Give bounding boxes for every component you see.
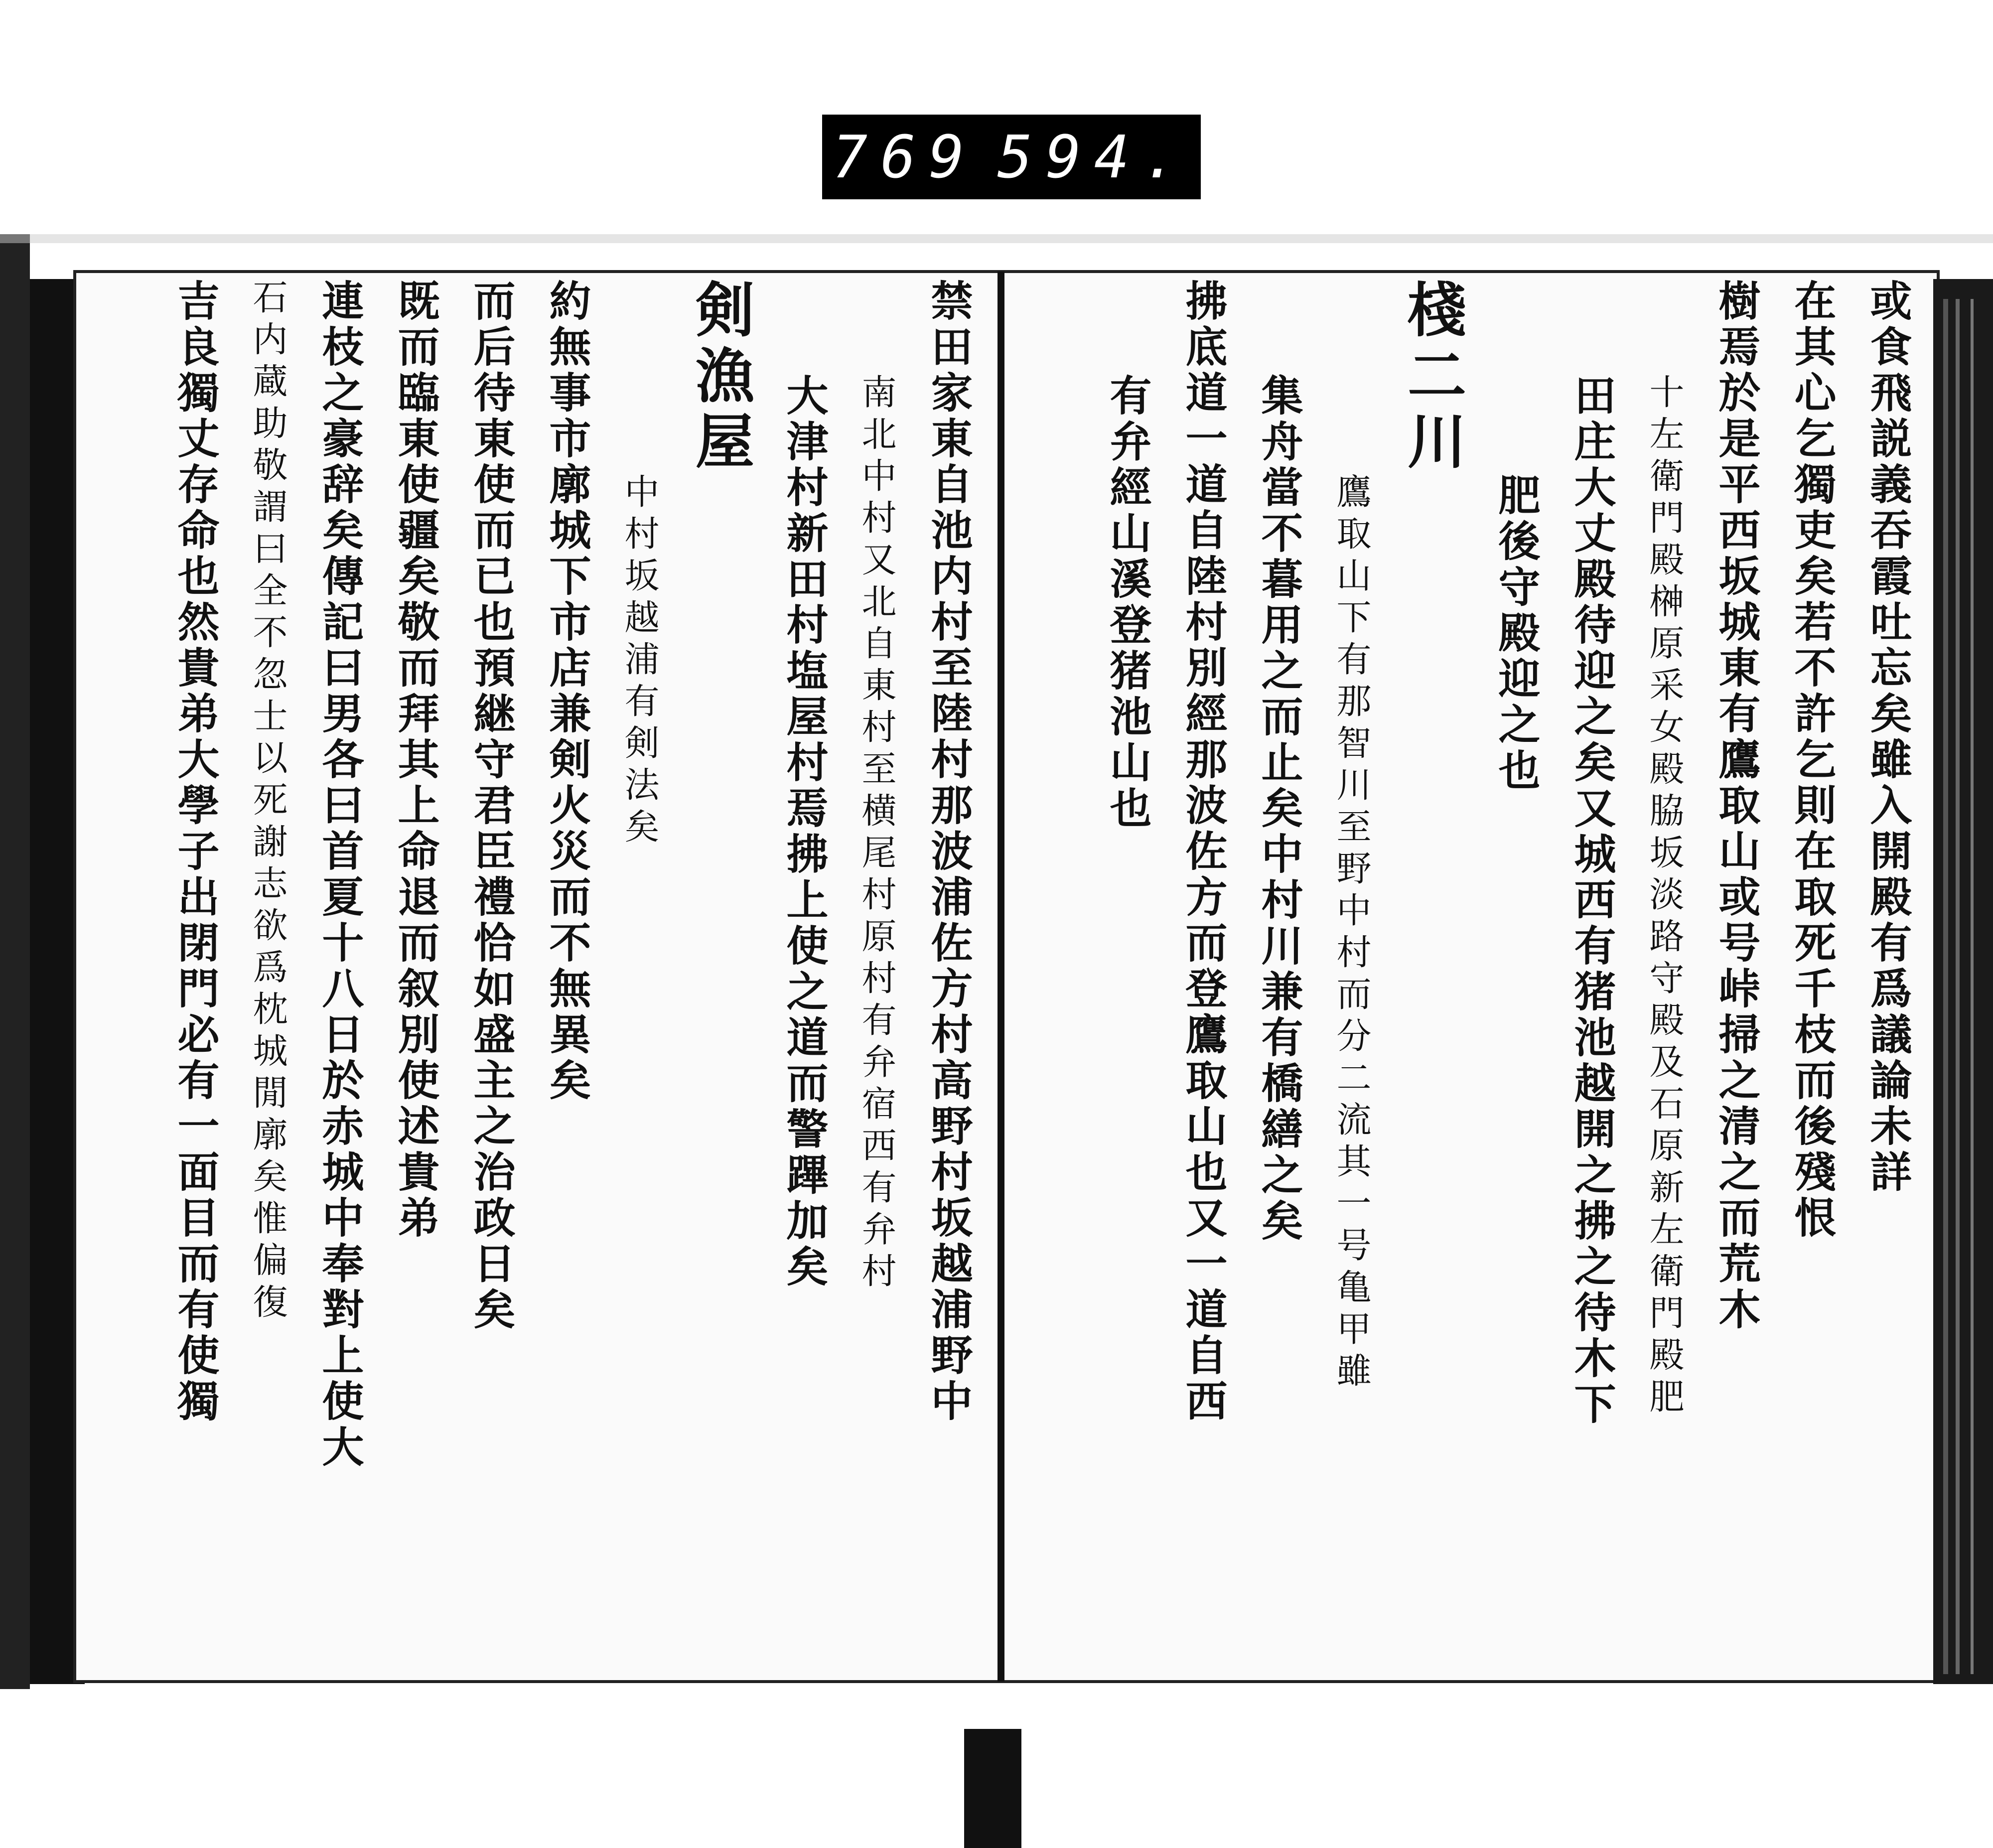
text-line: 大津村新田村塩屋村焉拂上使之道而警蹕加矣 <box>780 374 829 1290</box>
section-heading: 棧二川 <box>1398 279 1467 476</box>
left-page-text <box>100 279 987 1614</box>
text-line: 連枝之豪辞矣傳記曰男各曰首夏十八日於赤城中奉對上使大 <box>315 279 365 1471</box>
right-cover-edge <box>1933 279 1993 1684</box>
book-gutter <box>997 272 1004 1682</box>
text-line: 而后待東使而已也預継守君臣禮恰如盛主之治政日矣 <box>467 279 516 1333</box>
archive-number-right: 594. <box>997 123 1191 191</box>
text-line: 有弁經山溪登猪池山也 <box>1103 374 1152 832</box>
text-line: 吉良獨丈存命也然貴弟大學子出閉門必有一面目而有使獨 <box>171 279 220 1425</box>
text-line: 或食飛説義吞霞吐忘矣雖入開殿有爲議論未詳 <box>1863 279 1913 1196</box>
text-line: 南北中村又北自東村至横尾村原村有弁宿西有弁村 <box>856 374 897 1294</box>
text-line: 肥後守殿迎之也 <box>1492 473 1541 794</box>
text-line: 既而臨東使疆矣敬而拜其上命退而叙別使述貴弟 <box>391 279 440 1242</box>
archive-number-left: 769 <box>832 123 978 191</box>
text-line: 約無事市廓城下市店兼剣火災而不無異矣 <box>543 279 592 1104</box>
text-line: 田庄大丈殿待迎之矣又城西有猪池越開之拂之待木下 <box>1567 374 1617 1428</box>
text-line: 集舟當不暮用之而止矣中村川兼有橋繕之矣 <box>1255 374 1304 1245</box>
archive-number-label <box>822 115 1201 199</box>
left-page-edge <box>0 234 30 1689</box>
text-line: 樹焉於是平西坂城東有鷹取山或号峠掃之清之而荒木 <box>1712 279 1761 1333</box>
right-page-text <box>1039 279 1926 1614</box>
text-line: 拂底道一道自陸村別經那波佐方而登鷹取山也又一道自西 <box>1179 279 1228 1425</box>
text-line: 十左衛門殿榊原采女殿脇坂淡路守殿及石原新左衛門殿肥 <box>1644 374 1685 1420</box>
text-line: 中村坂越浦有剣法矣 <box>619 473 660 850</box>
text-line: 在其心乞獨吏矣若不許乞則在取死千枝而後殘恨 <box>1788 279 1837 1242</box>
text-line: 禁田家東自池内村至陸村那波浦佐方村高野村坂越浦野中 <box>924 279 974 1425</box>
binding-stub <box>964 1729 1021 1848</box>
text-line: 石内蔵助敬謂曰全不忽士以死謝志欲爲枕城閒廓矣惟偏復 <box>247 279 288 1325</box>
text-line: 鷹取山下有那智川至野中村而分二流其一号亀甲雖 <box>1331 473 1372 1394</box>
section-heading: 剣漁屋 <box>686 279 755 476</box>
